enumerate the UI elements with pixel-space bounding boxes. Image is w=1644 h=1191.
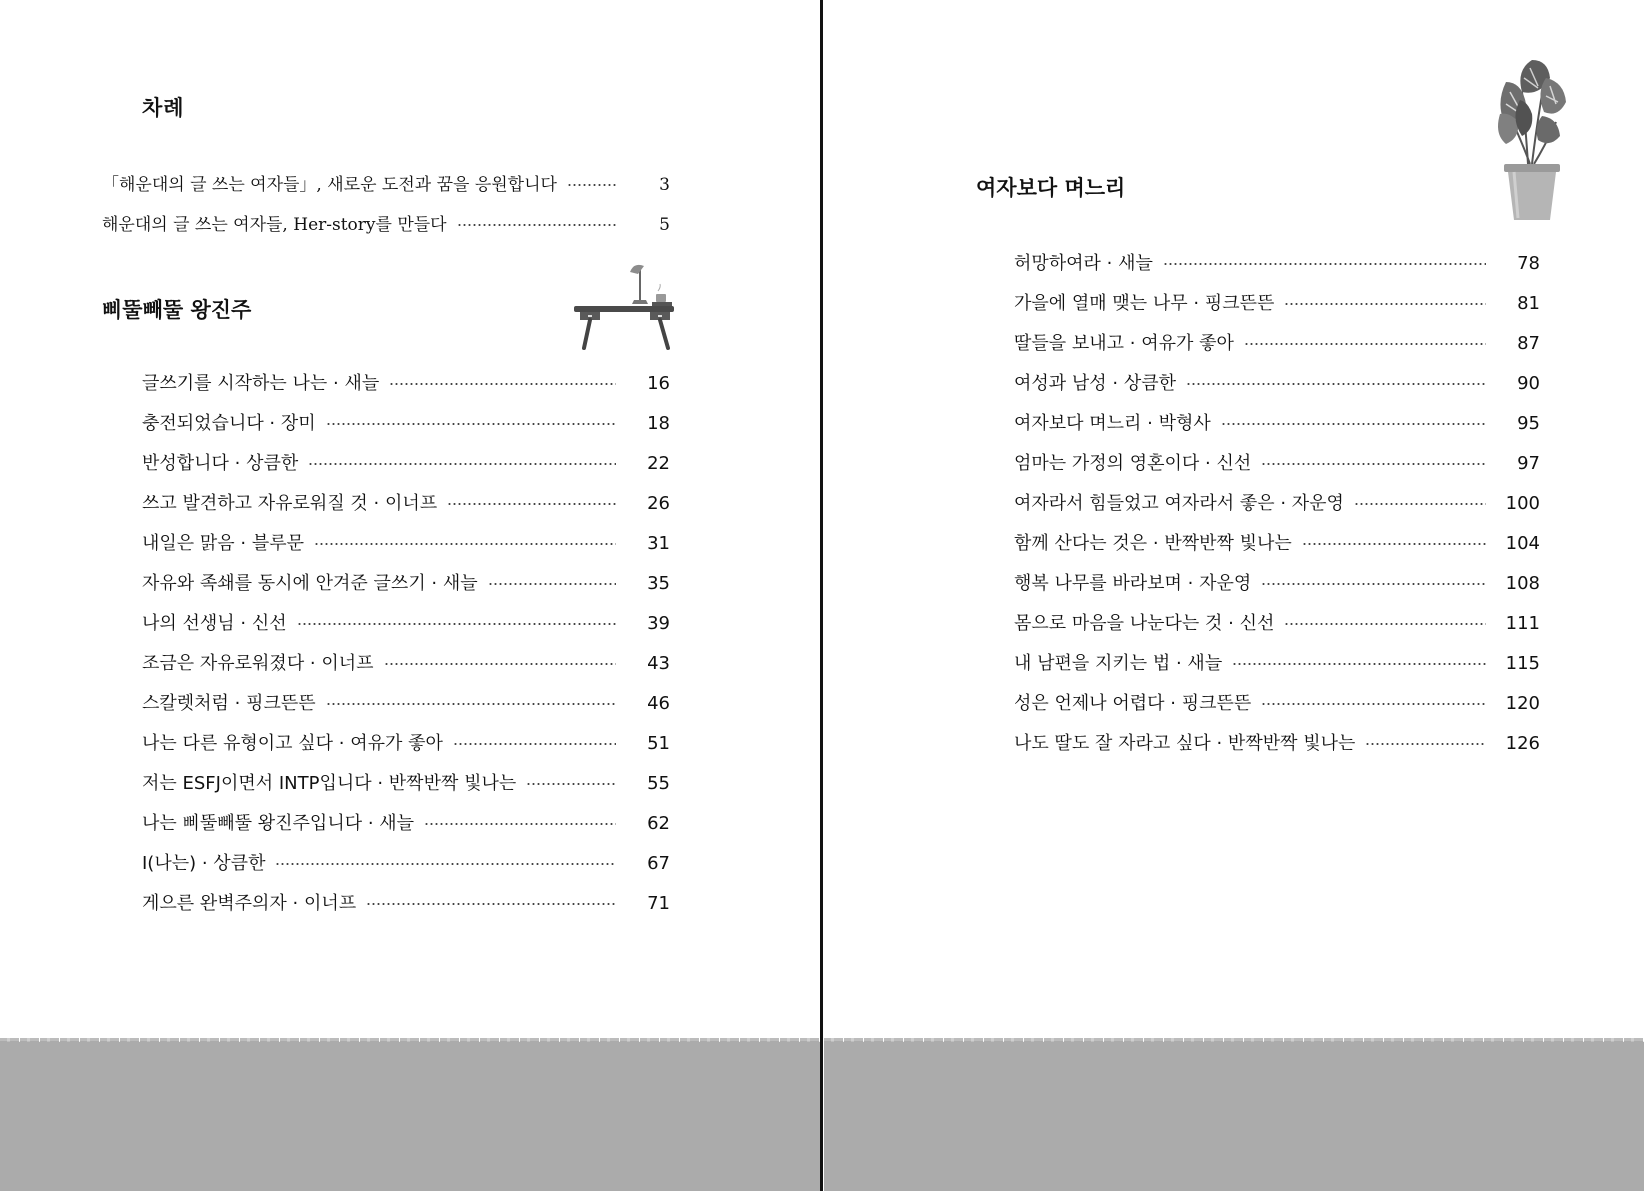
toc-entry[interactable] (1014, 409, 1540, 439)
entry-page-number: 87 (1517, 333, 1540, 354)
entry-label: 나는 다른 유형이고 싶다 · 여유가 좋아 (142, 733, 443, 754)
toc-entry[interactable] (1014, 729, 1540, 759)
entry-label: 해운대의 글 쓰는 여자들, Her-story를 만들다 (102, 215, 447, 235)
left-page (0, 0, 820, 1191)
entry-label: 내 남편을 지키는 법 · 새늘 (1014, 653, 1223, 674)
dot-leader (424, 823, 616, 825)
entry-label: 성은 언제나 어렵다 · 핑크뜬뜬 (1014, 693, 1252, 714)
section-title: 여자보다 며느리 (976, 175, 1126, 200)
entry-page-number: 97 (1517, 453, 1540, 474)
dot-leader (1354, 503, 1486, 505)
entry-page-number: 46 (647, 693, 670, 714)
intro-entry[interactable] (102, 210, 670, 240)
entry-page-number: 81 (1517, 293, 1540, 314)
toc-entry[interactable] (142, 369, 670, 399)
entry-label: 반성합니다 · 상큼한 (142, 453, 299, 474)
toc-entry[interactable] (142, 809, 670, 839)
entry-page-number: 18 (647, 413, 670, 434)
entry-page-number: 5 (659, 215, 670, 235)
dot-leader (326, 423, 616, 425)
entry-label: 함께 산다는 것은 · 반짝반짝 빛나는 (1014, 533, 1292, 554)
dot-leader (1163, 263, 1486, 265)
toc-entry[interactable] (142, 529, 670, 559)
entry-label: 딸들을 보내고 · 여유가 좋아 (1014, 333, 1234, 354)
desk-with-lamp-illustration (568, 260, 680, 352)
dot-leader (389, 383, 616, 385)
entry-page-number: 43 (647, 653, 670, 674)
entry-page-number: 26 (647, 493, 670, 514)
entry-label: 조금은 자유로워졌다 · 이너프 (142, 653, 374, 674)
entry-label: 가을에 열매 맺는 나무 · 핑크뜬뜬 (1014, 293, 1275, 314)
entry-page-number: 35 (647, 573, 670, 594)
dot-leader (447, 503, 616, 505)
entry-page-number: 111 (1505, 613, 1540, 634)
dot-leader (1284, 623, 1486, 625)
dot-leader (567, 184, 616, 186)
entry-page-number: 39 (647, 613, 670, 634)
entry-page-number: 104 (1505, 533, 1540, 554)
entry-page-number: 71 (647, 893, 670, 914)
entry-page-number: 120 (1505, 693, 1540, 714)
entry-label: 엄마는 가정의 영혼이다 · 신선 (1014, 453, 1252, 474)
entry-page-number: 90 (1517, 373, 1540, 394)
dot-leader (384, 663, 616, 665)
entry-label: 게으른 완벽주의자 · 이너프 (142, 893, 357, 914)
bottom-band (824, 1041, 1644, 1191)
dot-leader (1302, 543, 1486, 545)
entry-label: 나는 삐뚤빼뚤 왕진주입니다 · 새늘 (142, 813, 415, 834)
page-gutter (820, 0, 823, 1191)
toc-entry[interactable] (142, 609, 670, 639)
dot-leader (526, 783, 616, 785)
dot-leader (488, 583, 616, 585)
dot-leader (1284, 303, 1486, 305)
toc-entry[interactable] (1014, 529, 1540, 559)
toc-entry[interactable] (142, 569, 670, 599)
entry-label: 스칼렛처럼 · 핑크뜬뜬 (142, 693, 316, 714)
entry-page-number: 62 (647, 813, 670, 834)
entry-label: 행복 나무를 바라보며 · 자운영 (1014, 573, 1252, 594)
toc-entry[interactable] (142, 489, 670, 519)
entry-page-number: 100 (1505, 493, 1540, 514)
entry-label: 여자라서 힘들었고 여자라서 좋은 · 자운영 (1014, 493, 1344, 514)
toc-entry[interactable] (1014, 609, 1540, 639)
entry-page-number: 78 (1517, 253, 1540, 274)
dot-leader (453, 743, 616, 745)
entry-label: 여성과 남성 · 상큼한 (1014, 373, 1176, 394)
toc-entry[interactable] (1014, 649, 1540, 679)
entry-label: 나의 선생님 · 신선 (142, 613, 287, 634)
dot-leader (1232, 663, 1486, 665)
dot-leader (1186, 383, 1486, 385)
entry-page-number: 108 (1505, 573, 1540, 594)
dot-leader (308, 463, 616, 465)
entry-label: 쓰고 발견하고 자유로워질 것 · 이너프 (142, 493, 438, 514)
dot-leader (1261, 583, 1486, 585)
toc-entry[interactable] (142, 409, 670, 439)
entry-page-number: 67 (647, 853, 670, 874)
dot-leader (1261, 463, 1486, 465)
toc-entry[interactable] (142, 769, 670, 799)
entry-page-number: 126 (1505, 733, 1540, 754)
dot-leader (297, 623, 616, 625)
bottom-band (0, 1041, 820, 1191)
toc-entry[interactable] (142, 849, 670, 879)
dot-leader (275, 863, 616, 865)
dot-leader (366, 903, 616, 905)
toc-entry[interactable] (142, 889, 670, 919)
right-page (824, 0, 1644, 1191)
toc-entry[interactable] (1014, 489, 1540, 519)
toc-entry[interactable] (1014, 289, 1540, 319)
entry-label: 자유와 족쇄를 동시에 안겨준 글쓰기 · 새늘 (142, 573, 478, 594)
dot-leader (326, 703, 616, 705)
dot-leader (1244, 343, 1486, 345)
toc-entry[interactable] (1014, 689, 1540, 719)
toc-entry[interactable] (1014, 369, 1540, 399)
intro-entry[interactable] (102, 170, 670, 200)
potted-plant-illustration (1492, 52, 1568, 224)
toc-entry[interactable] (142, 729, 670, 759)
toc-entry[interactable] (1014, 249, 1540, 279)
dot-leader (314, 543, 616, 545)
entry-page-number: 115 (1505, 653, 1540, 674)
entry-page-number: 22 (647, 453, 670, 474)
toc-entry[interactable] (142, 689, 670, 719)
entry-label: 몸으로 마음을 나눈다는 것 · 신선 (1014, 613, 1275, 634)
entry-page-number: 51 (647, 733, 670, 754)
dot-leader (1261, 703, 1486, 705)
entry-page-number: 95 (1517, 413, 1540, 434)
toc-entry[interactable] (1014, 329, 1540, 359)
entry-page-number: 3 (659, 175, 670, 195)
entry-label: 여자보다 며느리 · 박형사 (1014, 413, 1211, 434)
entry-page-number: 55 (647, 773, 670, 794)
entry-label: 허망하여라 · 새늘 (1014, 253, 1153, 274)
toc-entry[interactable] (1014, 569, 1540, 599)
toc-entry[interactable] (142, 649, 670, 679)
entry-page-number: 16 (647, 373, 670, 394)
entry-label: 내일은 맑음 · 블루문 (142, 533, 304, 554)
entry-page-number: 31 (647, 533, 670, 554)
toc-entry[interactable] (142, 449, 670, 479)
entry-label: 「해운대의 글 쓰는 여자들」, 새로운 도전과 꿈을 응원합니다 (102, 175, 557, 195)
entry-label: 나도 딸도 잘 자라고 싶다 · 반짝반짝 빛나는 (1014, 733, 1356, 754)
section-title: 삐뚤빼뚤 왕진주 (102, 297, 252, 322)
toc-title: 차례 (142, 95, 185, 120)
entry-label: 충전되었습니다 · 장미 (142, 413, 316, 434)
dot-leader (1221, 423, 1486, 425)
toc-entry[interactable] (1014, 449, 1540, 479)
entry-label: 저는 ESFJ이면서 INTP입니다 · 반짝반짝 빛나는 (142, 773, 517, 794)
entry-label: I(나는) · 상큼한 (142, 853, 266, 874)
dot-leader (1365, 743, 1486, 745)
entry-label: 글쓰기를 시작하는 나는 · 새늘 (142, 373, 380, 394)
dot-leader (457, 224, 616, 226)
